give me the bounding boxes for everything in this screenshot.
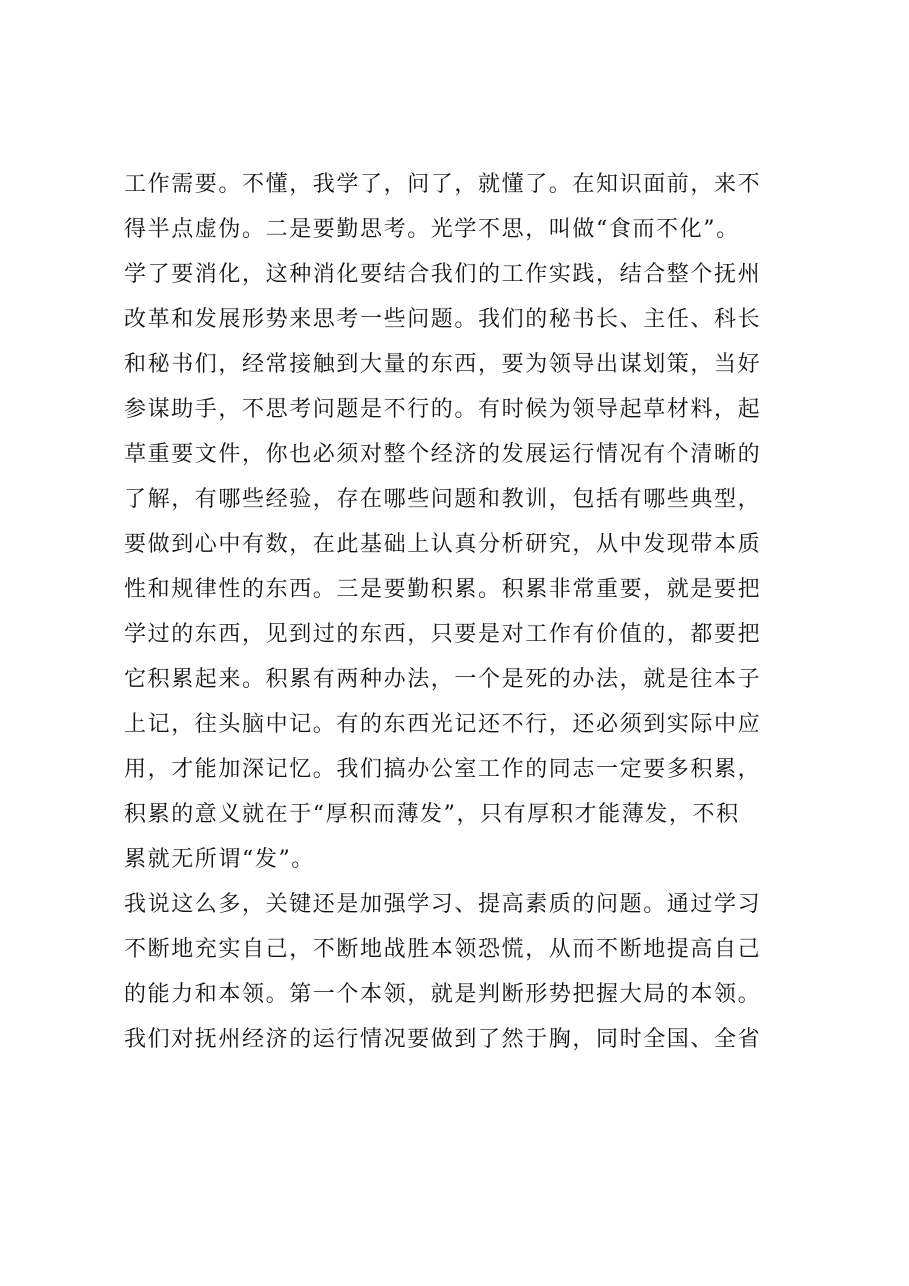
text-line: 它积累起来。积累有两种办法，一个是死的办法，就是往本子 xyxy=(124,667,762,692)
text-line: 不断地充实自己，不断地战胜本领恐慌，从而不断地提高自己 xyxy=(124,937,762,962)
text-line: 学过的东西，见到过的东西，只要是对工作有价值的，都要把 xyxy=(124,622,762,647)
text-line: 要做到心中有数，在此基础上认真分析研究，从中发现带本质 xyxy=(124,532,762,557)
text-line: 我们对抚州经济的运行情况要做到了然于胸，同时全国、全省 xyxy=(124,1027,762,1052)
text-line: 性和规律性的东西。三是要勤积累。积累非常重要，就是要把 xyxy=(124,577,762,602)
text-line: 我说这么多，关键还是加强学习、提高素质的问题。通过学习 xyxy=(124,892,762,917)
text-line: 改革和发展形势来思考一些问题。我们的秘书长、主任、科长 xyxy=(124,307,762,332)
text-line: 学了要消化，这种消化要结合我们的工作实践，结合整个抚州 xyxy=(124,262,762,287)
text-line: 工作需要。不懂，我学了，问了，就懂了。在知识面前，来不 xyxy=(124,172,762,197)
text-line: 草重要文件，你也必须对整个经济的发展运行情况有个清晰的 xyxy=(124,442,762,467)
text-line: 上记，往头脑中记。有的东西光记还不行，还必须到实际中应 xyxy=(124,712,762,737)
text-line: 了解，有哪些经验，存在哪些问题和教训，包括有哪些典型， xyxy=(124,487,762,512)
text-line: 的能力和本领。第一个本领，就是判断形势把握大局的本领。 xyxy=(124,982,762,1007)
text-line: 得半点虚伪。二是要勤思考。光学不思，叫做“食而不化”。 xyxy=(124,217,740,242)
text-line: 参谋助手，不思考问题是不行的。有时候为领导起草材料，起 xyxy=(124,397,762,422)
text-line: 积累的意义就在于“厚积而薄发”，只有厚积才能薄发，不积 xyxy=(124,802,740,827)
text-line: 用，才能加深记忆。我们搞办公室工作的同志一定要多积累， xyxy=(124,757,762,782)
text-line: 累就无所谓“发”。 xyxy=(124,847,315,872)
text-line: 和秘书们，经常接触到大量的东西，要为领导出谋划策，当好 xyxy=(124,352,762,377)
